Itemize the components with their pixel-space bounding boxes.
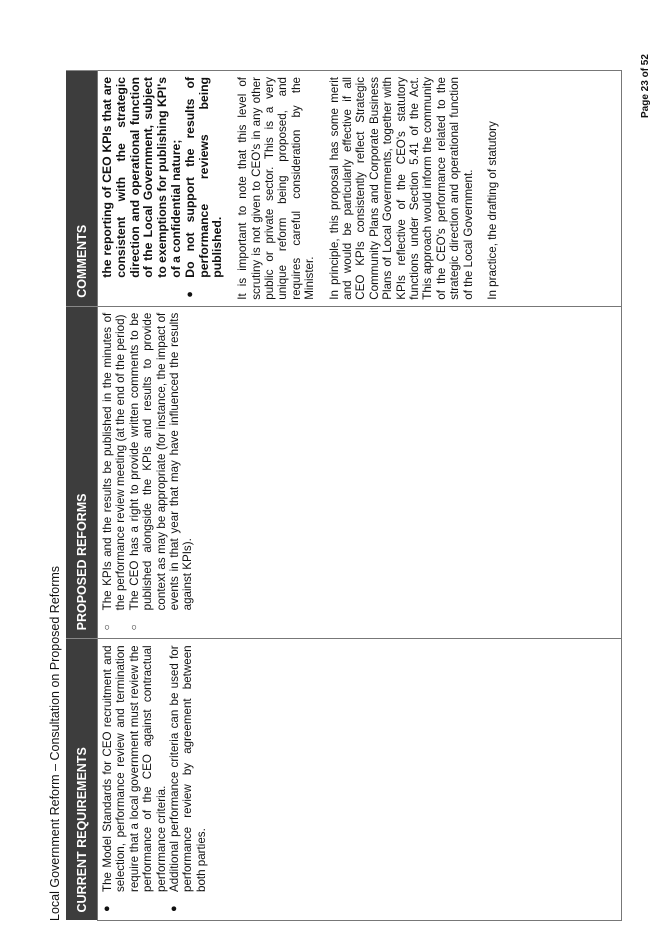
comments-cell (98, 71, 622, 307)
list-item: ○ The KPIs and the results be published in the minutes of the performance review meeting (at the end of the period) (101, 312, 128, 631)
current-requirements-list (101, 645, 208, 914)
document-title: Local Government Reform – Consultation on Proposed Reforms (48, 565, 62, 921)
list-item: ● Additional performance criteria can be used for performance review by agreement between both parties. (168, 645, 208, 912)
reforms-table (66, 70, 622, 921)
list-item: ● Do not support the results of performance reviews being published. (182, 77, 225, 298)
circle-bullet-icon: ○ (128, 624, 140, 631)
table-header-row (66, 71, 98, 921)
comments-bold-list (101, 77, 225, 300)
comment-paragraph: It is important to note that this level of scrutiny is not given to CEO's in any other public or private sector. This is a very unique reform being proposed, and requires careful consideration by the Minister. (236, 77, 317, 300)
current-requirements-cell (98, 639, 622, 921)
list-item: ● The Model Standards for CEO recruitment and selection, performance review and termination require that a local government must review the performance of the CEO against contractual performance criteria. (101, 645, 168, 912)
circle-bullet-icon: ○ (102, 624, 113, 631)
list-item-continuation: the reporting of CEO KPIs that are consistent with the strategic direction and operational function of the Local Government, subject to exemptions for publishing KPI's of a confidential nature; (100, 77, 183, 278)
comment-paragraph: In practice, the drafting of statutory (486, 121, 500, 300)
header-comments: COMMENTS (66, 71, 98, 307)
page-number: Page 23 of 52 (640, 54, 651, 118)
header-current-requirements: CURRENT REQUIREMENTS (66, 639, 98, 921)
bullet-icon: ● (168, 905, 181, 912)
bullet-icon: ● (101, 905, 113, 912)
bullet-icon: ● (183, 291, 196, 298)
list-item: ○ The CEO has a right to provide written comments to be published alongside the KPIs and results to provide context as may be appropriate (for instance, the impact of events in that year that may have influenced the results against KPIs). (127, 312, 195, 631)
table-row (98, 71, 622, 921)
header-proposed-reforms: PROPOSED REFORMS (66, 306, 98, 639)
proposed-reforms-list (101, 313, 195, 633)
comment-paragraph: In principle, this proposal has some merit and would be particularly effective if all CEO KPIs consistently reflect Strategic Community Plans and Corporate Business Plans of Local Governments, together with KPIs reflective of the CEO's statutory functions under Section 5.41 of the Act. This approach would inform the community of the CEO's performance related to the strategic direction and operational function of the Local Government. (327, 77, 475, 300)
proposed-reforms-cell (98, 306, 622, 639)
